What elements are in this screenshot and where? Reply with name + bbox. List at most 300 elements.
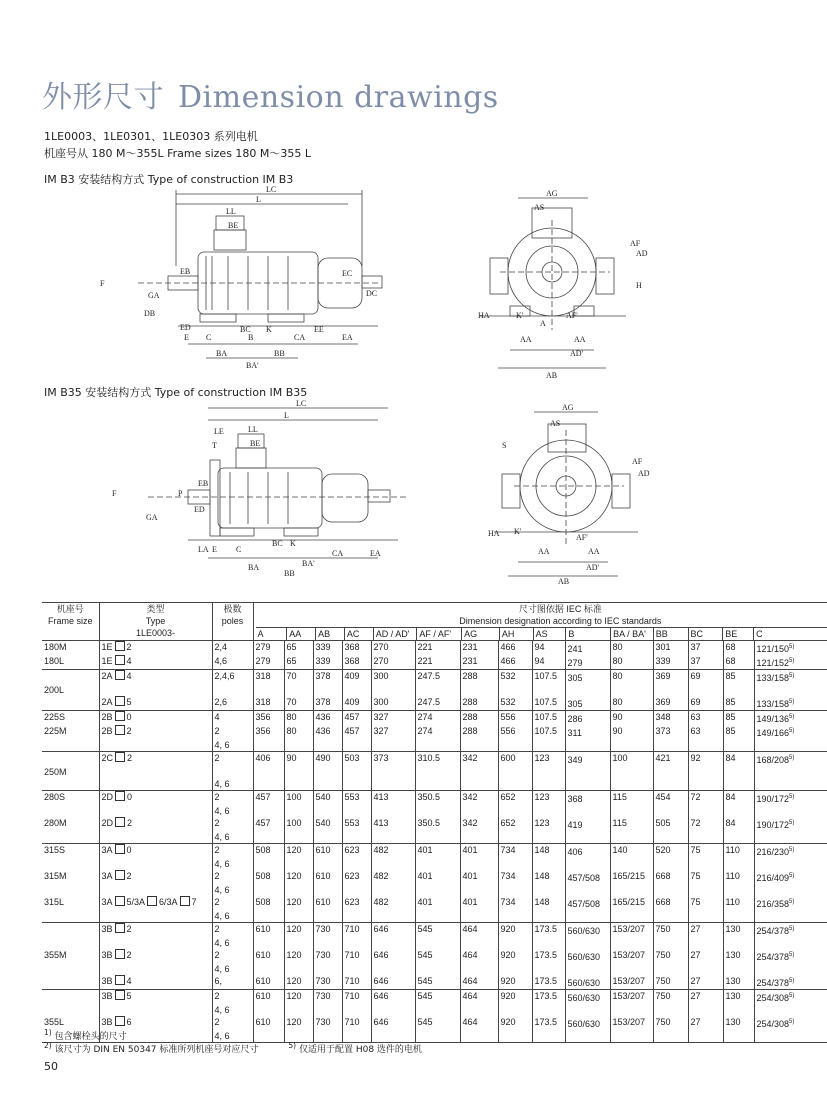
value-cell [688,858,723,870]
header-dimensions [253,603,827,641]
value-cell: 401 [415,870,460,884]
svg-text:DC: DC [366,289,378,298]
value-cell: 610 [253,949,284,963]
value-cell: 68 [723,641,754,656]
poles-cell: 2 [212,896,253,910]
value-cell [313,858,342,870]
value-cell: 378 [313,670,342,685]
column-label: BC [688,628,723,640]
value-cell [532,684,565,696]
value-cell [498,739,532,752]
value-cell: 730 [313,1016,342,1030]
value-cell [498,831,532,844]
svg-text:GA: GA [146,513,158,522]
value-cell: 668 [653,870,688,884]
value-cell [688,963,723,975]
svg-text:ED: ED [180,323,191,332]
column-label: AG [461,628,499,640]
value-cell [284,684,313,696]
value-cell: 436 [313,725,342,739]
value-cell: 406 [565,844,610,859]
value-cell: 356 [253,711,284,726]
type-cell [99,937,212,949]
value-cell: 734 [498,870,532,884]
type-cell: 2A 5 [99,696,212,711]
value-cell: 27 [688,1016,723,1030]
value-cell: 123 [532,791,565,806]
header-dim-en: Dimension designation according to IEC standards [459,616,662,626]
page-title [42,72,499,116]
value-cell [313,684,342,696]
svg-text:EE: EE [314,325,324,334]
value-cell [565,1004,610,1016]
frame-cell [42,831,99,844]
frame-cell: 355M [44,950,67,960]
value-cell [498,684,532,696]
value-cell: 121/152$^{5)}$ [754,655,827,670]
value-cell: 540 [313,817,342,831]
value-cell [342,937,371,949]
frame-cell: 180L [44,656,65,666]
footnote-5-text: 仅适用于配置 H08 选件的电机 [298,1045,422,1055]
svg-text:AF: AF [632,457,643,466]
value-cell [532,858,565,870]
table-row [42,949,827,963]
value-cell [723,831,754,844]
value-cell [610,963,653,975]
value-cell: 464 [460,949,498,963]
value-cell: 553 [342,817,371,831]
value-cell [498,1004,532,1016]
value-cell: 750 [653,949,688,963]
value-cell: 130 [723,990,754,1005]
svg-text:L: L [284,411,289,420]
value-cell: 560/630 [565,923,610,938]
value-cell: 508 [253,844,284,859]
poles-cell: 2 [212,791,253,806]
value-cell: 27 [688,975,723,990]
value-cell: 286 [565,711,610,726]
value-cell: 482 [371,844,415,859]
value-cell [532,831,565,844]
value-cell: 369 [653,670,688,685]
value-cell: 920 [498,1016,532,1030]
value-cell [253,778,284,791]
value-cell: 153/207 [610,990,653,1005]
value-cell [284,884,313,896]
value-cell: 165/215 [610,896,653,910]
value-cell [284,831,313,844]
value-cell: 270 [371,641,415,656]
value-cell: 123 [532,817,565,831]
svg-text:BC: BC [272,539,283,548]
value-cell: 301 [653,641,688,656]
value-cell: 107.5 [532,670,565,685]
value-cell: 288 [460,711,498,726]
value-cell: 327 [371,711,415,726]
table-row [42,641,827,656]
value-cell [754,884,827,896]
value-cell [415,739,460,752]
value-cell [371,805,415,817]
value-cell: 646 [371,990,415,1005]
value-cell: 350.5 [415,817,460,831]
value-cell: 37 [688,641,723,656]
value-cell: 466 [498,655,532,670]
dimension-table [42,602,827,1043]
value-cell: 288 [460,725,498,739]
type-cell [99,963,212,975]
poles-cell: 4 [212,711,253,726]
value-cell: 401 [415,844,460,859]
value-cell [688,766,723,778]
table-row [42,791,827,806]
frame-cell [42,778,99,791]
value-cell: 75 [688,870,723,884]
value-cell [460,910,498,923]
value-cell: 72 [688,817,723,831]
value-cell [284,766,313,778]
svg-text:HA: HA [488,529,500,538]
value-cell: 173.5 [532,975,565,990]
svg-text:T: T [212,441,217,450]
value-cell [371,739,415,752]
svg-text:LC: LC [266,186,277,194]
value-cell [653,1030,688,1043]
value-cell [688,739,723,752]
value-cell: 560/630 [565,975,610,990]
value-cell [723,805,754,817]
value-cell [342,739,371,752]
value-cell [253,739,284,752]
value-cell [565,858,610,870]
svg-text:AS: AS [550,419,561,428]
value-cell: 69 [688,670,723,685]
value-cell: 406 [253,752,284,767]
value-cell: 120 [284,896,313,910]
value-cell: 84 [723,817,754,831]
value-cell: 274 [415,725,460,739]
frame-cell [42,858,99,870]
value-cell [253,766,284,778]
svg-text:BA: BA [248,563,260,572]
value-cell [313,805,342,817]
type-cell [99,778,212,791]
frame-cell [42,884,99,896]
value-cell: 231 [460,641,498,656]
value-cell: 130 [723,923,754,938]
value-cell: 457 [253,791,284,806]
value-cell [498,963,532,975]
value-cell [342,778,371,791]
type-cell [99,805,212,817]
value-cell [565,766,610,778]
value-cell: 115 [610,817,653,831]
value-cell: 190/172$^{5)}$ [754,817,827,831]
svg-text:E: E [212,545,217,554]
value-cell [313,739,342,752]
poles-cell: 2,6 [212,696,253,711]
value-cell: 107.5 [532,725,565,739]
value-cell [371,778,415,791]
svg-text:LA: LA [198,545,209,554]
value-cell [253,858,284,870]
header-type-en: Type [145,616,166,626]
value-cell [723,684,754,696]
value-cell [610,739,653,752]
value-cell: 610 [313,896,342,910]
frame-size-line: 机座号从 180 M～355L Frame sizes 180 M～355 L [44,147,312,160]
value-cell: 231 [460,655,498,670]
poles-cell: 2,4,6 [212,670,253,685]
value-cell: 85 [723,711,754,726]
type-cell: 2D 2 [99,817,212,831]
value-cell: 401 [460,896,498,910]
value-cell [253,963,284,975]
value-cell: 730 [313,923,342,938]
value-cell: 409 [342,696,371,711]
value-cell: 540 [313,791,342,806]
svg-text:AA: AA [574,335,586,344]
value-cell: 140 [610,844,653,859]
value-cell [610,1030,653,1043]
value-cell: 734 [498,844,532,859]
value-cell [371,831,415,844]
value-cell [460,937,498,949]
value-cell: 710 [342,949,371,963]
section-b35-heading: IM B35 安装结构方式 Type of construction IM B35 [44,386,308,399]
column-label: AD / AD' [373,628,417,640]
value-cell [688,910,723,923]
value-cell [723,858,754,870]
value-cell: 165/215 [610,870,653,884]
value-cell [371,963,415,975]
value-cell: 348 [653,711,688,726]
value-cell: 279 [253,641,284,656]
value-cell: 133/158$^{5)}$ [754,670,827,685]
value-cell [371,858,415,870]
value-cell: 123 [532,752,565,767]
value-cell: 413 [371,817,415,831]
header-frame-en: Frame size [47,616,93,626]
value-cell: 466 [498,641,532,656]
value-cell [565,831,610,844]
column-label: AA [286,628,315,640]
value-cell: 216/230$^{5)}$ [754,844,827,859]
value-cell: 342 [460,817,498,831]
value-cell: 610 [313,870,342,884]
svg-text:AA: AA [520,335,532,344]
value-cell: 120 [284,990,313,1005]
value-cell: 368 [342,641,371,656]
type-cell: 3A 2 [99,870,212,884]
frame-cell: 315S [42,844,99,859]
value-cell: 107.5 [532,711,565,726]
value-cell: 318 [253,696,284,711]
table-row [42,752,827,767]
type-cell: 1E 4 [99,655,212,670]
type-cell [99,766,212,778]
value-cell [723,1030,754,1043]
value-cell: 85 [723,725,754,739]
value-cell: 532 [498,670,532,685]
value-cell: 421 [653,752,688,767]
type-cell: 2C 2 [99,752,212,767]
value-cell [754,858,827,870]
value-cell: 121/150$^{5)}$ [754,641,827,656]
value-cell [284,963,313,975]
value-cell [460,884,498,896]
svg-text:K': K' [514,527,522,536]
value-cell: 130 [723,949,754,963]
value-cell [532,884,565,896]
value-cell: 310.5 [415,752,460,767]
value-cell: 153/207 [610,923,653,938]
type-cell [99,884,212,896]
value-cell: 436 [313,711,342,726]
type-cell: 3B 5 [99,990,212,1005]
title-cn: 外形尺寸 [42,80,164,115]
value-cell: 148 [532,844,565,859]
value-cell [415,831,460,844]
header-poles [212,603,253,641]
value-cell: 600 [498,752,532,767]
value-cell: 490 [313,752,342,767]
value-cell [342,858,371,870]
column-label: BB [653,628,688,640]
frame-cell: 250M [44,767,67,777]
table-row [42,739,827,752]
svg-text:C: C [206,333,212,342]
value-cell: 190/172$^{5)}$ [754,791,827,806]
column-label: BE [722,628,753,640]
value-cell [532,778,565,791]
value-cell: 153/207 [610,949,653,963]
value-cell [284,858,313,870]
svg-text:GA: GA [148,291,160,300]
svg-text:H: H [636,281,642,290]
frame-cell: 225M [44,726,67,736]
value-cell [754,778,827,791]
table-row [42,963,827,975]
value-cell [723,963,754,975]
title-en: Dimension drawings [178,80,499,115]
value-cell: 107.5 [532,696,565,711]
column-label: C [753,628,827,640]
poles-cell [212,766,253,778]
svg-text:EA: EA [342,333,353,342]
svg-text:BC: BC [240,325,251,334]
value-cell: 545 [415,923,460,938]
value-cell [565,884,610,896]
value-cell: 75 [688,844,723,859]
value-cell [610,910,653,923]
footnote-1-text: 包含螺栓头的尺寸 [54,1032,127,1042]
value-cell: 254/378$^{5)}$ [754,923,827,938]
type-cell [99,910,212,923]
value-cell: 610 [313,844,342,859]
value-cell [610,805,653,817]
value-cell: 69 [688,696,723,711]
value-cell [532,739,565,752]
value-cell [754,684,827,696]
value-cell [688,805,723,817]
value-cell: 279 [565,655,610,670]
frame-cell [42,739,99,752]
value-cell: 356 [253,725,284,739]
value-cell: 120 [284,870,313,884]
value-cell [565,739,610,752]
value-cell [653,1004,688,1016]
svg-text:AD': AD' [570,349,583,358]
value-cell: 520 [653,844,688,859]
value-cell: 750 [653,975,688,990]
poles-cell: 2 [212,1016,253,1030]
value-cell [371,1004,415,1016]
value-cell: 413 [371,791,415,806]
value-cell: 85 [723,696,754,711]
poles-cell: 2 [212,817,253,831]
value-cell [688,831,723,844]
value-cell: 368 [565,791,610,806]
value-cell [754,963,827,975]
value-cell: 65 [284,655,313,670]
table-row [42,711,827,726]
svg-text:F: F [112,489,117,498]
value-cell: 339 [313,641,342,656]
value-cell: 80 [284,711,313,726]
b3-end-drawing [470,190,650,380]
table-row [42,884,827,896]
svg-text:EB: EB [180,267,191,276]
value-cell [253,684,284,696]
table-row [42,725,827,739]
value-cell: 750 [653,990,688,1005]
value-cell: 27 [688,923,723,938]
poles-cell: 2,4 [212,641,253,656]
value-cell: 216/409$^{5)}$ [754,870,827,884]
value-cell: 610 [253,975,284,990]
table-row [42,696,827,711]
value-cell [688,884,723,896]
value-cell [610,831,653,844]
value-cell: 241 [565,641,610,656]
value-cell: 133/158$^{5)}$ [754,696,827,711]
value-cell [253,884,284,896]
value-cell: 652 [498,791,532,806]
value-cell: 94 [532,641,565,656]
value-cell: 623 [342,870,371,884]
table-row [42,831,827,844]
poles-cell: 4, 6 [212,963,253,975]
value-cell [460,684,498,696]
value-cell: 646 [371,1016,415,1030]
value-cell: 288 [460,670,498,685]
value-cell: 27 [688,990,723,1005]
value-cell [313,884,342,896]
value-cell [754,805,827,817]
value-cell: 508 [253,870,284,884]
value-cell [460,1004,498,1016]
value-cell [653,937,688,949]
value-cell [284,910,313,923]
column-labels [256,627,827,640]
value-cell: 90 [610,725,653,739]
value-cell: 247.5 [415,670,460,685]
table-row [42,817,827,831]
section-b3-heading: IM B3 安装结构方式 Type of construction IM B3 [44,173,294,186]
value-cell [610,884,653,896]
